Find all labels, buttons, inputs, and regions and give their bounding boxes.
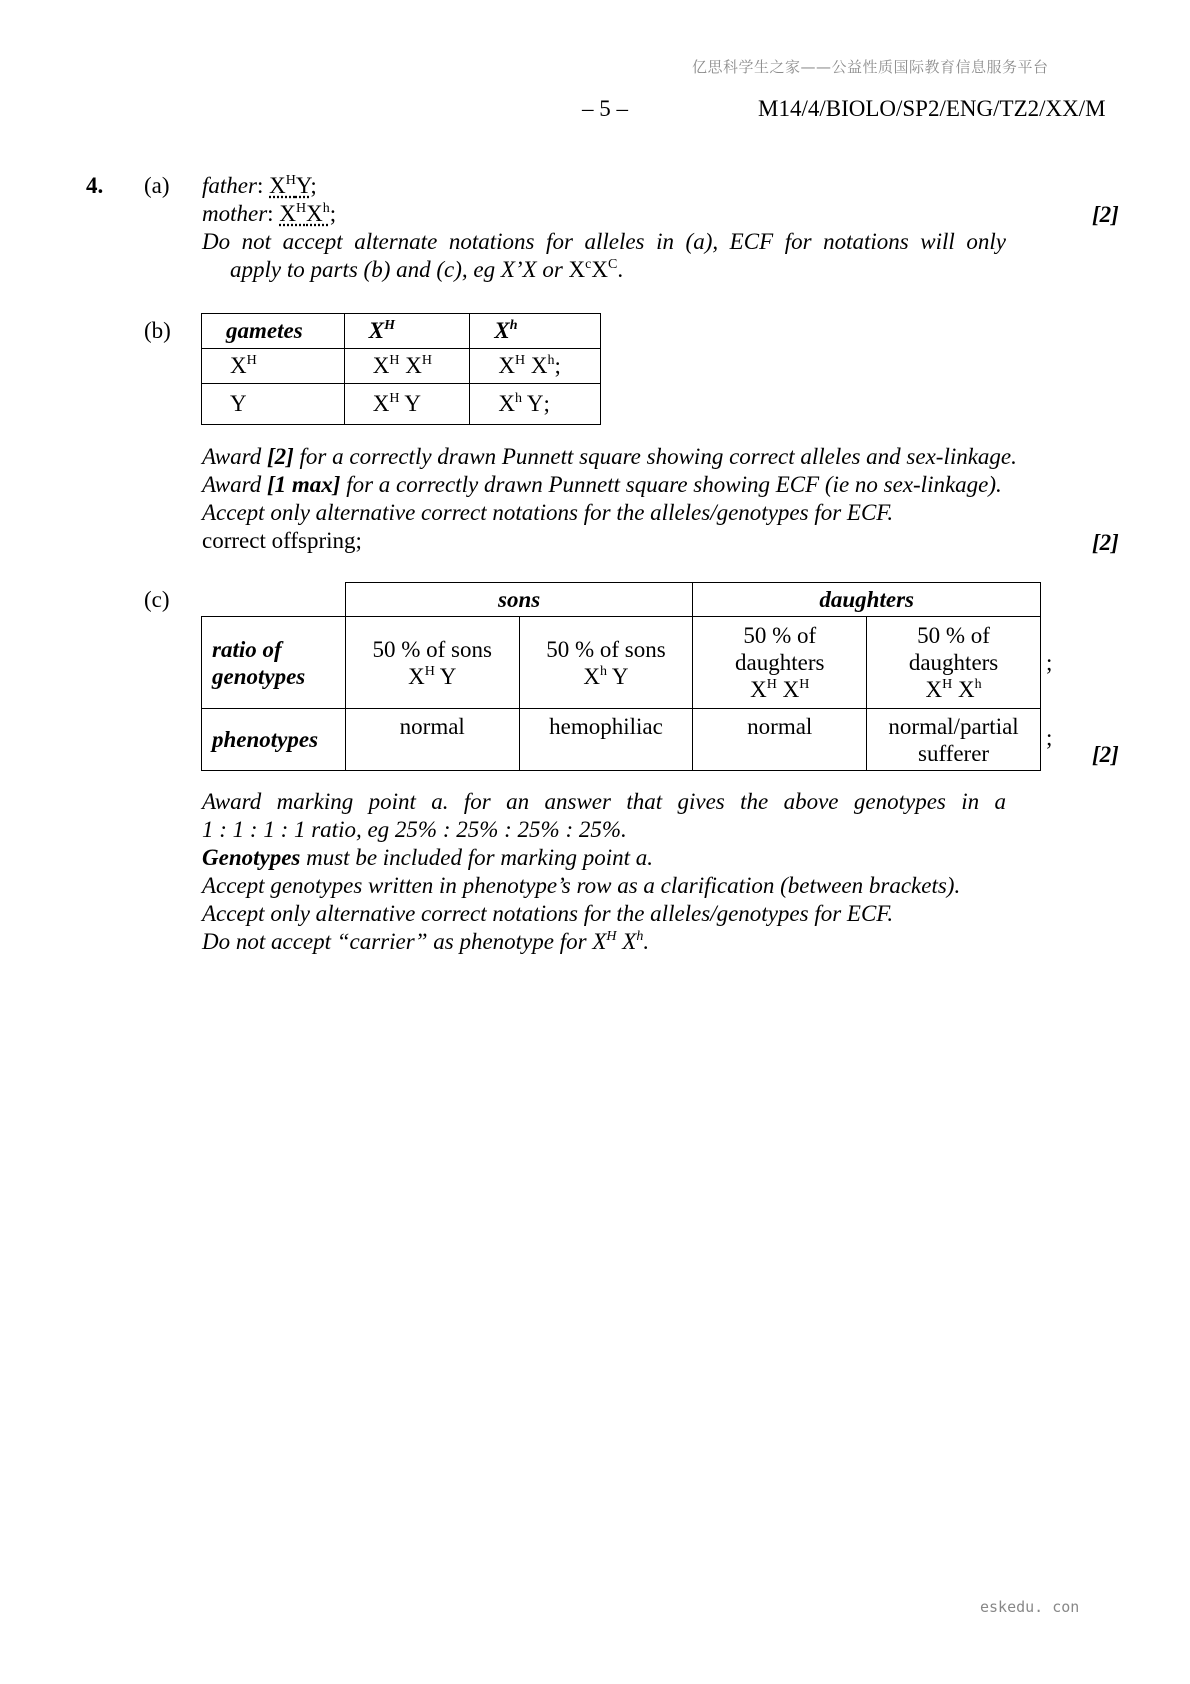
punnett-cell: $X^H$ $X^h$; <box>470 349 601 384</box>
part-c-note-5: Do not accept “carrier” as phenotype for $X^H$ $X^h$. <box>202 929 650 954</box>
part-b-note-3: Accept only alternative correct notations for the alleles/genotypes for ECF. <box>202 500 894 525</box>
genotype-cell: 50 % of daughters $X^H$ $X^H$ <box>693 617 867 709</box>
genotype-cell: 50 % of sons $X^H$ Y <box>345 617 519 709</box>
punnett-row-header: Y <box>202 384 345 425</box>
punnett-cell: $X^H$ Y <box>344 384 470 425</box>
paper-code: M14/4/BIOLO/SP2/ENG/TZ2/XX/M <box>758 96 1106 121</box>
father-genotype: $X^HY$ <box>269 173 311 198</box>
row1-semicolon: ; <box>1046 650 1053 675</box>
phenotype-cell: normal/partial sufferer <box>867 709 1041 771</box>
father-line: father: $X^HY$; <box>202 173 317 198</box>
part-a-label: (a) <box>144 173 170 198</box>
father-label: father <box>202 173 257 198</box>
phenotype-cell: hemophiliac <box>519 709 693 771</box>
daughters-header: daughters <box>693 583 1041 617</box>
punnett-col-header: $X^h$ <box>470 314 601 349</box>
row2-semicolon: ; <box>1046 725 1053 750</box>
part-b-label: (b) <box>144 318 171 343</box>
punnett-row-header: $X^H$ <box>202 349 345 384</box>
punnett-cell: $X^h$ Y; <box>470 384 601 425</box>
mother-genotype: $X^HX^h$ <box>279 201 330 226</box>
part-a-marks: [2] <box>1092 202 1119 227</box>
part-c-note-1: Award marking point a. for an answer that gives the above genotypes in a <box>202 789 1006 814</box>
phenotypes-header: phenotypes <box>202 709 346 771</box>
part-b-answer: correct offspring; <box>202 528 362 553</box>
part-a-note-1: Do not accept alternate notations for alleles in (a), ECF for notations will only <box>202 229 1006 254</box>
mother-label: mother <box>202 201 268 226</box>
part-c-label: (c) <box>144 587 170 612</box>
part-c-marks: [2] <box>1092 742 1119 767</box>
genotype-cell: 50 % of sons $X^h$ Y <box>519 617 693 709</box>
question-number: 4. <box>86 173 104 198</box>
footer-domain: eskedu. con <box>980 1598 1080 1616</box>
punnett-col-header: $X^H$ <box>344 314 470 349</box>
part-a-note-2: apply to parts (b) and (c), eg X’X or $X^cX^C$. <box>230 257 624 282</box>
genotype-cell: 50 % of daughters $X^H$ $X^h$ <box>867 617 1041 709</box>
genotype-phenotype-table <box>201 582 1041 771</box>
page-number: – 5 – <box>582 96 628 121</box>
ratio-of-genotypes-header: ratio of genotypes <box>202 617 346 709</box>
mother-line: mother: $X^HX^h$; <box>202 201 337 226</box>
part-c-note-4: Accept only alternative correct notations for the alleles/genotypes for ECF. <box>202 901 894 926</box>
table-corner <box>202 583 346 617</box>
sons-header: sons <box>345 583 692 617</box>
phenotype-cell: normal <box>345 709 519 771</box>
punnett-square <box>201 313 601 425</box>
watermark-text: 亿思科学生之家——公益性质国际教育信息服务平台 <box>692 58 1049 76</box>
part-c-note-3: Accept genotypes written in phenotype’s row as a clarification (between brackets). <box>202 873 961 898</box>
part-b-marks: [2] <box>1092 530 1119 555</box>
part-b-note-1: Award [2] for a correctly drawn Punnett square showing correct alleles and sex-linkage. <box>202 444 1017 469</box>
part-b-note-2: Award [1 max] for a correctly drawn Punnett square showing ECF (ie no sex-linkage). <box>202 472 1002 497</box>
part-c-note-1b: 1 : 1 : 1 : 1 ratio, eg 25% : 25% : 25% : 25%. <box>202 817 627 842</box>
punnett-cell: $X^H$ $X^H$ <box>344 349 470 384</box>
punnett-corner-header: gametes <box>202 314 345 349</box>
phenotype-cell: normal <box>693 709 867 771</box>
part-c-note-2: Genotypes must be included for marking point a. <box>202 845 654 870</box>
